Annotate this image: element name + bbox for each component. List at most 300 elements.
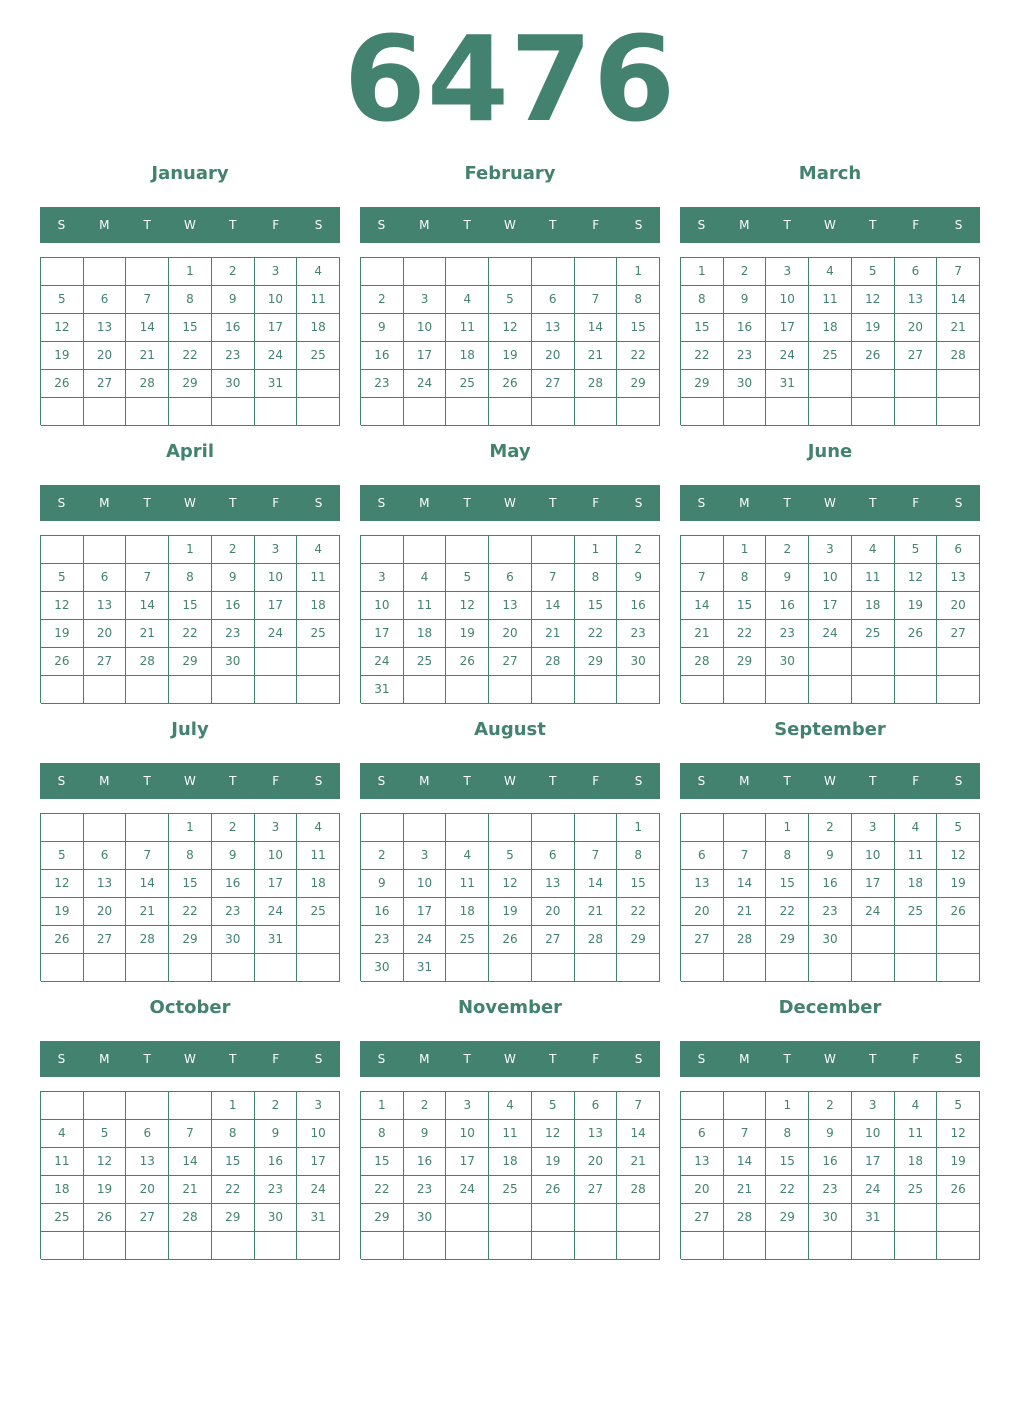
empty-day-cell: [446, 676, 489, 704]
day-cell: 4: [297, 258, 340, 286]
day-cell: 23: [212, 620, 255, 648]
day-cell: 17: [255, 592, 298, 620]
empty-day-cell: [575, 258, 618, 286]
day-cell: 11: [446, 314, 489, 342]
day-cell: 25: [404, 648, 447, 676]
empty-day-cell: [937, 1232, 980, 1260]
weekday-header: S: [697, 496, 706, 510]
empty-day-cell: [169, 676, 212, 704]
weekday-header: F: [592, 218, 600, 232]
weekday-header-row: [360, 485, 660, 521]
empty-day-cell: [575, 954, 618, 982]
empty-day-cell: [809, 370, 852, 398]
day-cell: 26: [532, 1176, 575, 1204]
day-cell: 27: [489, 648, 532, 676]
day-cell: 8: [212, 1120, 255, 1148]
day-cell: 22: [766, 898, 809, 926]
month-december: [680, 992, 980, 1270]
empty-day-cell: [532, 814, 575, 842]
month-may: [360, 436, 660, 714]
day-cell: 5: [446, 564, 489, 592]
day-cell: 27: [84, 648, 127, 676]
empty-day-cell: [617, 1232, 660, 1260]
day-cell: 25: [297, 342, 340, 370]
empty-day-cell: [895, 1204, 938, 1232]
weekday-header: S: [697, 774, 706, 788]
day-cell: 13: [489, 592, 532, 620]
day-cell: 15: [169, 870, 212, 898]
day-cell: 14: [724, 1148, 767, 1176]
day-cell: 28: [169, 1204, 212, 1232]
day-cell: 17: [809, 592, 852, 620]
day-cell: 15: [724, 592, 767, 620]
day-cell: 4: [297, 536, 340, 564]
day-cell: 10: [404, 870, 447, 898]
day-cell: 29: [169, 648, 212, 676]
day-cell: 26: [937, 898, 980, 926]
day-cell: 12: [895, 564, 938, 592]
day-cell: 4: [404, 564, 447, 592]
empty-day-cell: [169, 1232, 212, 1260]
day-grid: [40, 535, 340, 703]
day-cell: 16: [212, 592, 255, 620]
weekday-header: T: [783, 774, 791, 788]
weekday-header: T: [463, 1052, 471, 1066]
day-cell: 10: [852, 1120, 895, 1148]
day-cell: 11: [404, 592, 447, 620]
month-august: [360, 714, 660, 992]
day-cell: 10: [255, 564, 298, 592]
day-cell: 10: [852, 842, 895, 870]
weekday-header: W: [504, 1052, 516, 1066]
day-cell: 15: [575, 592, 618, 620]
weekday-header: M: [419, 496, 430, 510]
day-cell: 2: [766, 536, 809, 564]
day-cell: 1: [575, 536, 618, 564]
day-cell: 9: [404, 1120, 447, 1148]
weekday-header-row: [40, 485, 340, 521]
months-grid: [40, 158, 980, 1270]
day-cell: 13: [532, 870, 575, 898]
empty-day-cell: [937, 370, 980, 398]
weekday-header: W: [824, 1052, 836, 1066]
day-cell: 2: [361, 842, 404, 870]
day-cell: 27: [84, 370, 127, 398]
weekday-header: T: [549, 496, 557, 510]
day-cell: 2: [724, 258, 767, 286]
empty-day-cell: [41, 954, 84, 982]
day-cell: 25: [895, 898, 938, 926]
day-cell: 19: [446, 620, 489, 648]
empty-day-cell: [852, 676, 895, 704]
day-cell: 11: [297, 564, 340, 592]
day-cell: 27: [895, 342, 938, 370]
empty-day-cell: [895, 1232, 938, 1260]
empty-day-cell: [681, 398, 724, 426]
weekday-header-row: [360, 1041, 660, 1077]
day-cell: 28: [532, 648, 575, 676]
empty-day-cell: [532, 1204, 575, 1232]
weekday-header: T: [229, 774, 237, 788]
day-cell: 24: [852, 1176, 895, 1204]
weekday-header: M: [419, 218, 430, 232]
day-cell: 6: [84, 842, 127, 870]
day-cell: 24: [852, 898, 895, 926]
day-cell: 12: [41, 314, 84, 342]
day-cell: 16: [361, 342, 404, 370]
day-cell: 28: [724, 926, 767, 954]
day-cell: 21: [169, 1176, 212, 1204]
day-cell: 22: [169, 620, 212, 648]
day-cell: 12: [532, 1120, 575, 1148]
empty-day-cell: [724, 1232, 767, 1260]
weekday-header-row: [680, 763, 980, 799]
day-cell: 24: [361, 648, 404, 676]
day-cell: 18: [41, 1176, 84, 1204]
day-cell: 5: [41, 564, 84, 592]
day-cell: 13: [895, 286, 938, 314]
day-cell: 17: [255, 314, 298, 342]
weekday-header: W: [504, 496, 516, 510]
month-name: July: [171, 719, 209, 740]
day-cell: 31: [404, 954, 447, 982]
empty-day-cell: [297, 926, 340, 954]
day-cell: 6: [84, 286, 127, 314]
day-cell: 4: [489, 1092, 532, 1120]
day-cell: 20: [84, 898, 127, 926]
weekday-header: W: [824, 218, 836, 232]
day-cell: 9: [361, 314, 404, 342]
month-name: January: [151, 163, 229, 184]
day-cell: 29: [575, 648, 618, 676]
day-cell: 11: [852, 564, 895, 592]
weekday-header: S: [314, 774, 323, 788]
weekday-header: S: [954, 496, 963, 510]
empty-day-cell: [404, 1232, 447, 1260]
empty-day-cell: [532, 258, 575, 286]
weekday-header: S: [634, 774, 643, 788]
day-cell: 11: [489, 1120, 532, 1148]
empty-day-cell: [255, 954, 298, 982]
day-cell: 22: [169, 342, 212, 370]
day-cell: 18: [489, 1148, 532, 1176]
day-cell: 19: [852, 314, 895, 342]
day-cell: 4: [895, 814, 938, 842]
day-grid: [360, 535, 660, 703]
day-cell: 16: [766, 592, 809, 620]
empty-day-cell: [852, 954, 895, 982]
day-cell: 3: [361, 564, 404, 592]
day-cell: 9: [809, 842, 852, 870]
day-cell: 22: [169, 898, 212, 926]
empty-day-cell: [681, 954, 724, 982]
empty-day-cell: [297, 648, 340, 676]
day-cell: 7: [724, 1120, 767, 1148]
day-cell: 6: [575, 1092, 618, 1120]
day-cell: 25: [895, 1176, 938, 1204]
day-cell: 21: [575, 342, 618, 370]
day-cell: 20: [681, 898, 724, 926]
day-cell: 13: [681, 1148, 724, 1176]
day-cell: 17: [361, 620, 404, 648]
weekday-header: M: [739, 218, 750, 232]
day-cell: 8: [575, 564, 618, 592]
day-cell: 28: [575, 926, 618, 954]
day-cell: 22: [724, 620, 767, 648]
day-cell: 7: [575, 842, 618, 870]
weekday-header: F: [272, 496, 280, 510]
weekday-header: T: [549, 218, 557, 232]
day-cell: 30: [212, 648, 255, 676]
empty-day-cell: [766, 398, 809, 426]
empty-day-cell: [895, 398, 938, 426]
weekday-header: W: [504, 774, 516, 788]
day-cell: 7: [681, 564, 724, 592]
month-name: December: [778, 997, 882, 1018]
day-cell: 18: [297, 870, 340, 898]
empty-day-cell: [681, 536, 724, 564]
day-cell: 25: [297, 620, 340, 648]
day-cell: 18: [809, 314, 852, 342]
weekday-header-row: [680, 1041, 980, 1077]
day-grid: [360, 813, 660, 981]
day-cell: 19: [84, 1176, 127, 1204]
day-cell: 7: [126, 564, 169, 592]
weekday-header: M: [99, 496, 110, 510]
day-cell: 3: [404, 842, 447, 870]
empty-day-cell: [297, 1232, 340, 1260]
weekday-header: S: [57, 1052, 66, 1066]
day-cell: 29: [766, 1204, 809, 1232]
weekday-header-row: [360, 763, 660, 799]
empty-day-cell: [724, 676, 767, 704]
day-cell: 25: [446, 370, 489, 398]
empty-day-cell: [41, 1232, 84, 1260]
day-cell: 22: [575, 620, 618, 648]
weekday-header: M: [99, 774, 110, 788]
empty-day-cell: [532, 398, 575, 426]
empty-day-cell: [575, 1204, 618, 1232]
day-cell: 5: [532, 1092, 575, 1120]
empty-day-cell: [575, 814, 618, 842]
day-cell: 11: [297, 842, 340, 870]
day-cell: 31: [361, 676, 404, 704]
day-grid: [360, 257, 660, 425]
day-cell: 21: [937, 314, 980, 342]
day-cell: 24: [809, 620, 852, 648]
day-cell: 4: [446, 842, 489, 870]
day-cell: 12: [937, 842, 980, 870]
weekday-header: T: [229, 218, 237, 232]
day-cell: 30: [212, 926, 255, 954]
empty-day-cell: [404, 536, 447, 564]
empty-day-cell: [404, 676, 447, 704]
day-cell: 1: [681, 258, 724, 286]
empty-day-cell: [937, 676, 980, 704]
day-cell: 6: [126, 1120, 169, 1148]
empty-day-cell: [297, 398, 340, 426]
empty-day-cell: [41, 398, 84, 426]
weekday-header: F: [912, 774, 920, 788]
day-cell: 13: [681, 870, 724, 898]
day-cell: 11: [895, 842, 938, 870]
day-cell: 26: [852, 342, 895, 370]
day-cell: 7: [617, 1092, 660, 1120]
day-cell: 8: [617, 286, 660, 314]
empty-day-cell: [575, 1232, 618, 1260]
day-cell: 10: [404, 314, 447, 342]
empty-day-cell: [361, 258, 404, 286]
day-cell: 9: [361, 870, 404, 898]
empty-day-cell: [937, 648, 980, 676]
day-cell: 22: [212, 1176, 255, 1204]
empty-day-cell: [489, 398, 532, 426]
weekday-header: S: [314, 1052, 323, 1066]
day-cell: 15: [766, 1148, 809, 1176]
empty-day-cell: [489, 1232, 532, 1260]
day-cell: 30: [404, 1204, 447, 1232]
day-cell: 25: [446, 926, 489, 954]
day-cell: 31: [852, 1204, 895, 1232]
day-cell: 23: [617, 620, 660, 648]
empty-day-cell: [724, 398, 767, 426]
empty-day-cell: [84, 258, 127, 286]
day-cell: 26: [937, 1176, 980, 1204]
day-cell: 2: [361, 286, 404, 314]
day-cell: 21: [724, 1176, 767, 1204]
day-cell: 9: [212, 286, 255, 314]
day-cell: 19: [895, 592, 938, 620]
empty-day-cell: [852, 398, 895, 426]
day-cell: 16: [617, 592, 660, 620]
day-cell: 26: [41, 370, 84, 398]
day-cell: 26: [84, 1204, 127, 1232]
day-cell: 27: [937, 620, 980, 648]
day-grid: [680, 813, 980, 981]
day-cell: 14: [532, 592, 575, 620]
day-cell: 15: [766, 870, 809, 898]
day-cell: 18: [895, 1148, 938, 1176]
day-cell: 4: [895, 1092, 938, 1120]
day-cell: 20: [84, 342, 127, 370]
day-cell: 3: [255, 814, 298, 842]
day-cell: 1: [212, 1092, 255, 1120]
empty-day-cell: [41, 258, 84, 286]
weekday-header: T: [463, 218, 471, 232]
day-cell: 17: [766, 314, 809, 342]
day-cell: 2: [212, 536, 255, 564]
weekday-header: W: [504, 218, 516, 232]
weekday-header: S: [57, 774, 66, 788]
day-cell: 1: [724, 536, 767, 564]
day-cell: 18: [297, 314, 340, 342]
day-cell: 25: [297, 898, 340, 926]
weekday-header: M: [419, 774, 430, 788]
day-cell: 15: [361, 1148, 404, 1176]
day-cell: 2: [212, 258, 255, 286]
day-cell: 20: [532, 342, 575, 370]
day-cell: 15: [169, 592, 212, 620]
empty-day-cell: [255, 1232, 298, 1260]
day-cell: 17: [852, 1148, 895, 1176]
day-cell: 9: [212, 842, 255, 870]
empty-day-cell: [126, 1092, 169, 1120]
day-cell: 21: [724, 898, 767, 926]
day-cell: 24: [255, 342, 298, 370]
month-november: [360, 992, 660, 1270]
day-cell: 21: [126, 342, 169, 370]
empty-day-cell: [489, 814, 532, 842]
empty-day-cell: [84, 676, 127, 704]
day-cell: 20: [532, 898, 575, 926]
weekday-header: T: [869, 774, 877, 788]
day-cell: 16: [809, 1148, 852, 1176]
empty-day-cell: [126, 954, 169, 982]
day-cell: 13: [532, 314, 575, 342]
weekday-header-row: [40, 207, 340, 243]
day-cell: 1: [766, 1092, 809, 1120]
day-cell: 8: [724, 564, 767, 592]
day-cell: 18: [297, 592, 340, 620]
day-cell: 8: [766, 842, 809, 870]
day-cell: 8: [169, 842, 212, 870]
day-cell: 6: [681, 842, 724, 870]
empty-day-cell: [809, 954, 852, 982]
empty-day-cell: [404, 398, 447, 426]
empty-day-cell: [532, 1232, 575, 1260]
month-july: [40, 714, 340, 992]
month-october: [40, 992, 340, 1270]
day-cell: 13: [937, 564, 980, 592]
day-cell: 14: [126, 870, 169, 898]
empty-day-cell: [575, 676, 618, 704]
day-cell: 5: [41, 286, 84, 314]
empty-day-cell: [446, 536, 489, 564]
weekday-header: F: [272, 774, 280, 788]
day-cell: 12: [489, 314, 532, 342]
day-cell: 1: [617, 258, 660, 286]
day-cell: 5: [84, 1120, 127, 1148]
weekday-header: T: [549, 774, 557, 788]
day-cell: 2: [255, 1092, 298, 1120]
weekday-header: T: [549, 1052, 557, 1066]
empty-day-cell: [212, 1232, 255, 1260]
day-cell: 19: [41, 342, 84, 370]
weekday-header: T: [229, 496, 237, 510]
day-cell: 15: [617, 314, 660, 342]
day-cell: 24: [255, 898, 298, 926]
day-cell: 21: [126, 620, 169, 648]
weekday-header-row: [360, 207, 660, 243]
empty-day-cell: [84, 536, 127, 564]
day-cell: 20: [575, 1148, 618, 1176]
empty-day-cell: [724, 1092, 767, 1120]
month-name: May: [489, 441, 531, 462]
day-cell: 3: [852, 814, 895, 842]
month-name: November: [457, 997, 563, 1018]
day-cell: 29: [617, 370, 660, 398]
day-cell: 9: [724, 286, 767, 314]
day-cell: 30: [766, 648, 809, 676]
day-cell: 15: [212, 1148, 255, 1176]
day-cell: 22: [766, 1176, 809, 1204]
day-cell: 14: [575, 314, 618, 342]
weekday-header: T: [869, 1052, 877, 1066]
empty-day-cell: [681, 676, 724, 704]
day-cell: 15: [617, 870, 660, 898]
day-cell: 31: [766, 370, 809, 398]
day-cell: 2: [617, 536, 660, 564]
